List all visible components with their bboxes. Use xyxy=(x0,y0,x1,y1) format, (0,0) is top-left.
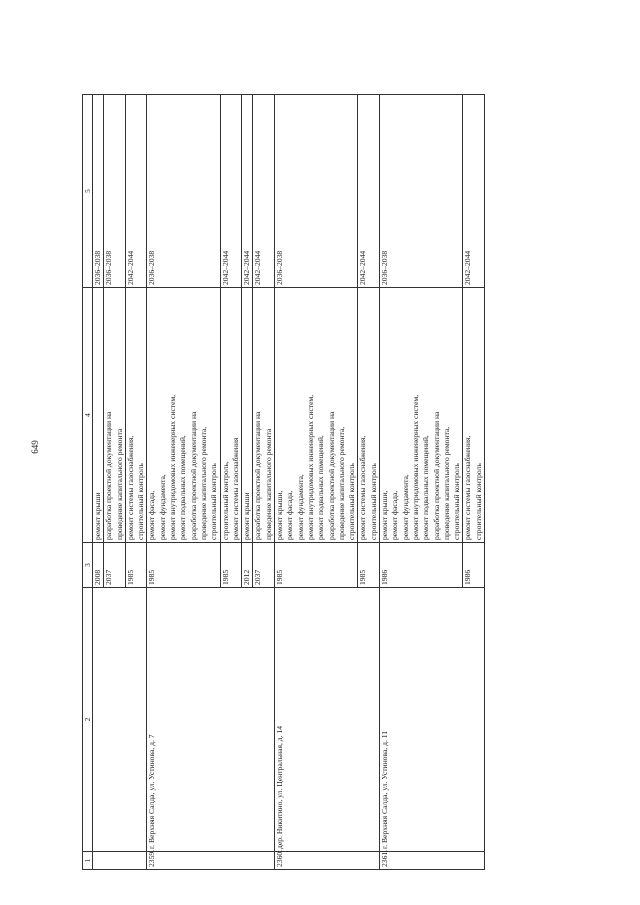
row-period: 2042–2044 xyxy=(358,95,380,288)
row-work-types: разработка проектной документации на проведение капитального ремонта xyxy=(253,288,275,543)
row-period: 2036–2038 xyxy=(147,95,220,288)
header-col-3: 3 xyxy=(83,543,93,588)
row-work-types: ремонт системы газоснабжения, строительный контроль xyxy=(125,288,147,543)
row-period: 2036–2038 xyxy=(275,95,358,288)
table-row xyxy=(147,95,220,870)
row-address: г. Верхняя Салда, ул. Устинова, д. 7 xyxy=(147,588,275,852)
row-address: дер. Никитино, ул. Центральная, д. 14 xyxy=(275,588,380,852)
row-number: 2360. xyxy=(275,852,380,870)
header-col-1: 1 xyxy=(83,852,93,870)
row-year: 1985 xyxy=(220,543,242,588)
table-header-row xyxy=(83,95,93,870)
row-work-types: ремонт крыши, ремонт фасада, ремонт фундамента, ремонт внутридомовых инженерных систем, ремонт подвальных помещений, разработка проектной документации на проведение капитального ремонта, строительный контроль xyxy=(380,288,463,543)
row-year: 2037 xyxy=(253,543,275,588)
row-year: 1985 xyxy=(358,543,380,588)
row-work-types: ремонт системы газоснабжения, строительный контроль xyxy=(463,288,485,543)
row-period: 2036–2038 xyxy=(380,95,463,288)
table-row xyxy=(93,95,104,870)
row-period: 2042–2044 xyxy=(253,95,275,288)
header-col-2: 2 xyxy=(83,588,93,852)
row-year: 1986 xyxy=(463,543,485,588)
row-period: 2042–2044 xyxy=(220,95,242,288)
row-work-types: строительный контроль, ремонт системы газоснабжения xyxy=(220,288,242,543)
row-period: 2042–2044 xyxy=(242,95,253,288)
row-year: 2008 xyxy=(93,543,104,588)
row-number: 2359. xyxy=(147,852,275,870)
row-year: 1986 xyxy=(380,543,463,588)
row-number xyxy=(93,852,147,870)
row-year: 1985 xyxy=(147,543,220,588)
row-year: 2037 xyxy=(104,543,126,588)
header-col-4: 4 xyxy=(83,288,93,543)
row-period: 2042–2044 xyxy=(125,95,147,288)
row-address: г. Верхняя Салда, ул. Устинова, д. 11 xyxy=(380,588,485,852)
row-period: 2036–2038 xyxy=(93,95,104,288)
row-period: 2042–2044 xyxy=(463,95,485,288)
row-work-types: ремонт системы газоснабжения, строительный контроль xyxy=(358,288,380,543)
page-number: 649 xyxy=(30,440,40,454)
row-work-types: разработка проектной документации на проведение капитального ремонта xyxy=(104,288,126,543)
row-period: 2036–2038 xyxy=(104,95,126,288)
table-row xyxy=(380,95,463,870)
row-work-types: ремонт крыши, ремонт фасада, ремонт фундамента, ремонт внутридомовых инженерных систем, ремонт подвальных помещений, разработка проектной документации на проведение капитального ремонта, строительный контроль xyxy=(275,288,358,543)
capital-repair-table xyxy=(82,94,485,870)
row-work-types: ремонт крыши xyxy=(93,288,104,543)
table-row xyxy=(275,95,358,870)
row-work-types: ремонт крыши xyxy=(242,288,253,543)
row-year: 1985 xyxy=(275,543,358,588)
row-number: 2361. xyxy=(380,852,485,870)
row-year: 2012 xyxy=(242,543,253,588)
row-work-types: ремонт фасада, ремонт фундамента, ремонт внутридомовых инженерных систем, ремонт подвальных помещений, разработка проектной документации на проведение капитального ремонта, строительный контроль xyxy=(147,288,220,543)
row-address xyxy=(93,588,147,852)
document-table-area xyxy=(82,95,614,870)
header-col-5: 5 xyxy=(83,95,93,288)
row-year: 1985 xyxy=(125,543,147,588)
